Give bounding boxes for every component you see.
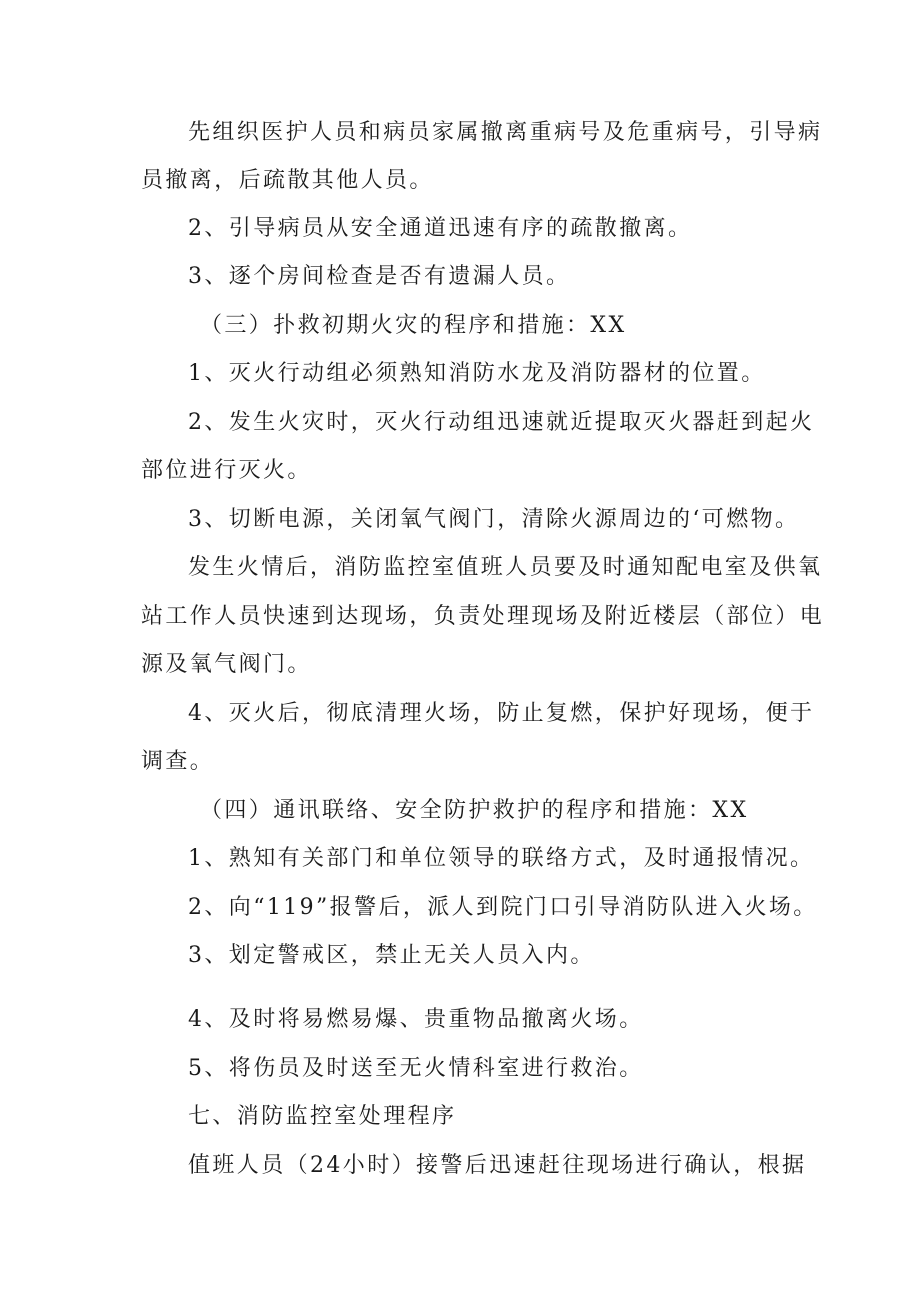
text-line: 2、向“119”报警后，派人到院门口引导消防队进入火场。: [188, 895, 818, 920]
section-heading: （三）扑救初期火灾的程序和措施：XX: [200, 313, 627, 338]
text-line: 员撤离，后疏散其他人员。: [141, 168, 434, 193]
text-line: 4、及时将易燃易爆、贵重物品撤离火场。: [188, 1007, 644, 1032]
text-line: 3、切断电源，关闭氧气阀门，清除火源周边的‘可燃物。: [188, 507, 800, 532]
text-line: 4、灭火后，彻底清理火场，防止复燃，保护好现场，便于: [188, 701, 815, 726]
text-line: 源及氧气阀门。: [141, 652, 312, 677]
text-line: 发生火情后，消防监控室值班人员要及时通知配电室及供氧: [188, 555, 823, 580]
text-line: 1、熟知有关部门和单位领导的联络方式，及时通报情况。: [188, 846, 815, 871]
text-line: 3、划定警戒区，禁止无关人员入内。: [188, 943, 595, 968]
text-line: 部位进行灭火。: [141, 458, 312, 483]
text-line: 调查。: [141, 749, 215, 774]
text-line: 2、引导病员从安全通道迅速有序的疏散撤离。: [188, 216, 693, 241]
text-line: 值班人员（24小时）接警后迅速赶往现场进行确认，根据: [188, 1153, 807, 1178]
text-line: 3、逐个房间检查是否有遗漏人员。: [188, 264, 571, 289]
text-line: 2、发生火灾时，灭火行动组迅速就近提取灭火器赶到起火: [188, 410, 815, 435]
text-line: 5、将伤员及时送至无火情科室进行救治。: [188, 1056, 644, 1081]
text-line: 站工作人员快速到达现场，负责处理现场及附近楼层（部位）电: [141, 604, 825, 629]
section-heading: （四）通讯联络、安全防护救护的程序和措施：XX: [200, 798, 749, 823]
section-heading: 七、消防监控室处理程序: [188, 1104, 457, 1129]
text-line: 1、灭火行动组必须熟知消防水龙及消防器材的位置。: [188, 361, 766, 386]
text-line: 先组织医护人员和病员家属撤离重病号及危重病号，引导病: [188, 120, 823, 145]
